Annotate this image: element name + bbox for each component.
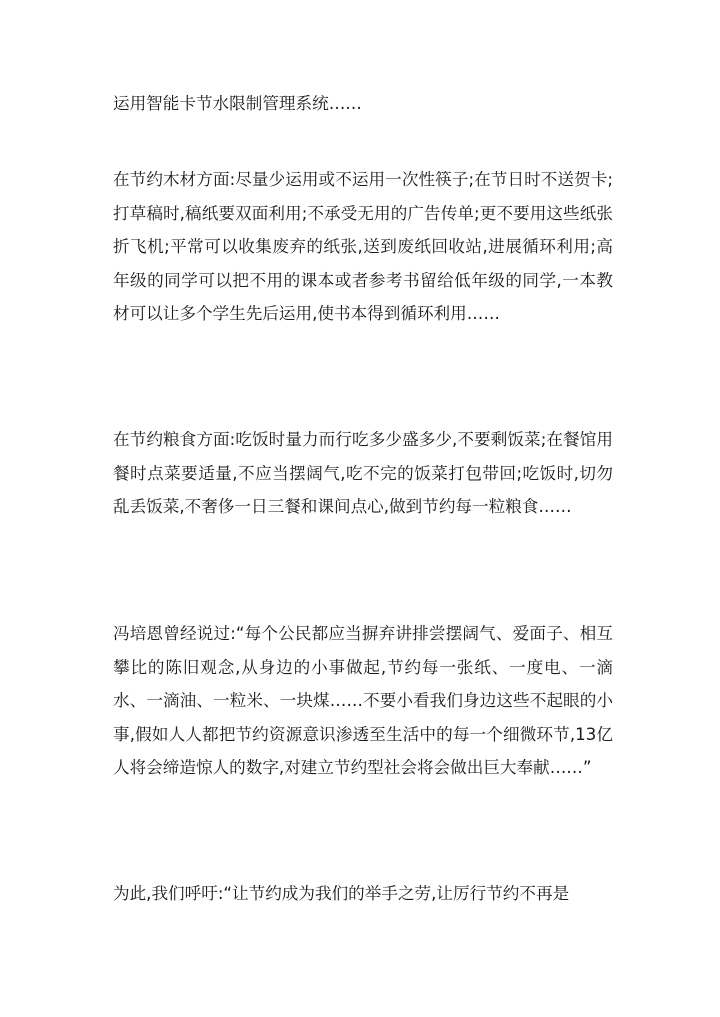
paragraph-saving-food: 在节约粮食方面:吃饭时量力而行吃多少盛多少,不要剩饭菜;在餐馆用餐时点菜要适量,不应当摆阔气,吃不完的饭菜打包带回;吃饭时,切勿乱丢饭菜,不奢侈一日三餐和课间点心,做到节约每一粒粮食…… xyxy=(113,430,613,517)
paragraph-water-saving-system: 运用智能卡节水限制管理系统…… xyxy=(113,94,362,113)
paragraph-appeal: 为此,我们呼吁:“让节约成为我们的举手之劳,让厉行节约不再是 xyxy=(113,884,570,903)
paragraph-quote: 冯培恩曾经说过:“每个公民都应当摒弃讲排尝摆阔气、爱面子、相互攀比的陈旧观念,从身边的小事做起,节约每一张纸、一度电、一滴水、一滴油、一粒米、一块煤……不要小看我们身边这些不起眼的小事,假如人人都把节约资源意识渗透至生活中的每一个细微环节,13亿人将会缔造惊人的数字,对建立节约型社会将会做出巨大奉献……” xyxy=(113,624,613,778)
paragraph-saving-wood: 在节约木材方面:尽量少运用或不运用一次性筷子;在节日时不送贺卡;打草稿时,稿纸要双面利用;不承受无用的广告传单;更不要用这些纸张折飞机;平常可以收集废弃的纸张,送到废纸回收站,进展循环利用;高年级的同学可以把不用的课本或者参考书留给低年级的同学,一本教材可以让多个学生先后运用,使书本得到循环利用…… xyxy=(113,170,613,324)
